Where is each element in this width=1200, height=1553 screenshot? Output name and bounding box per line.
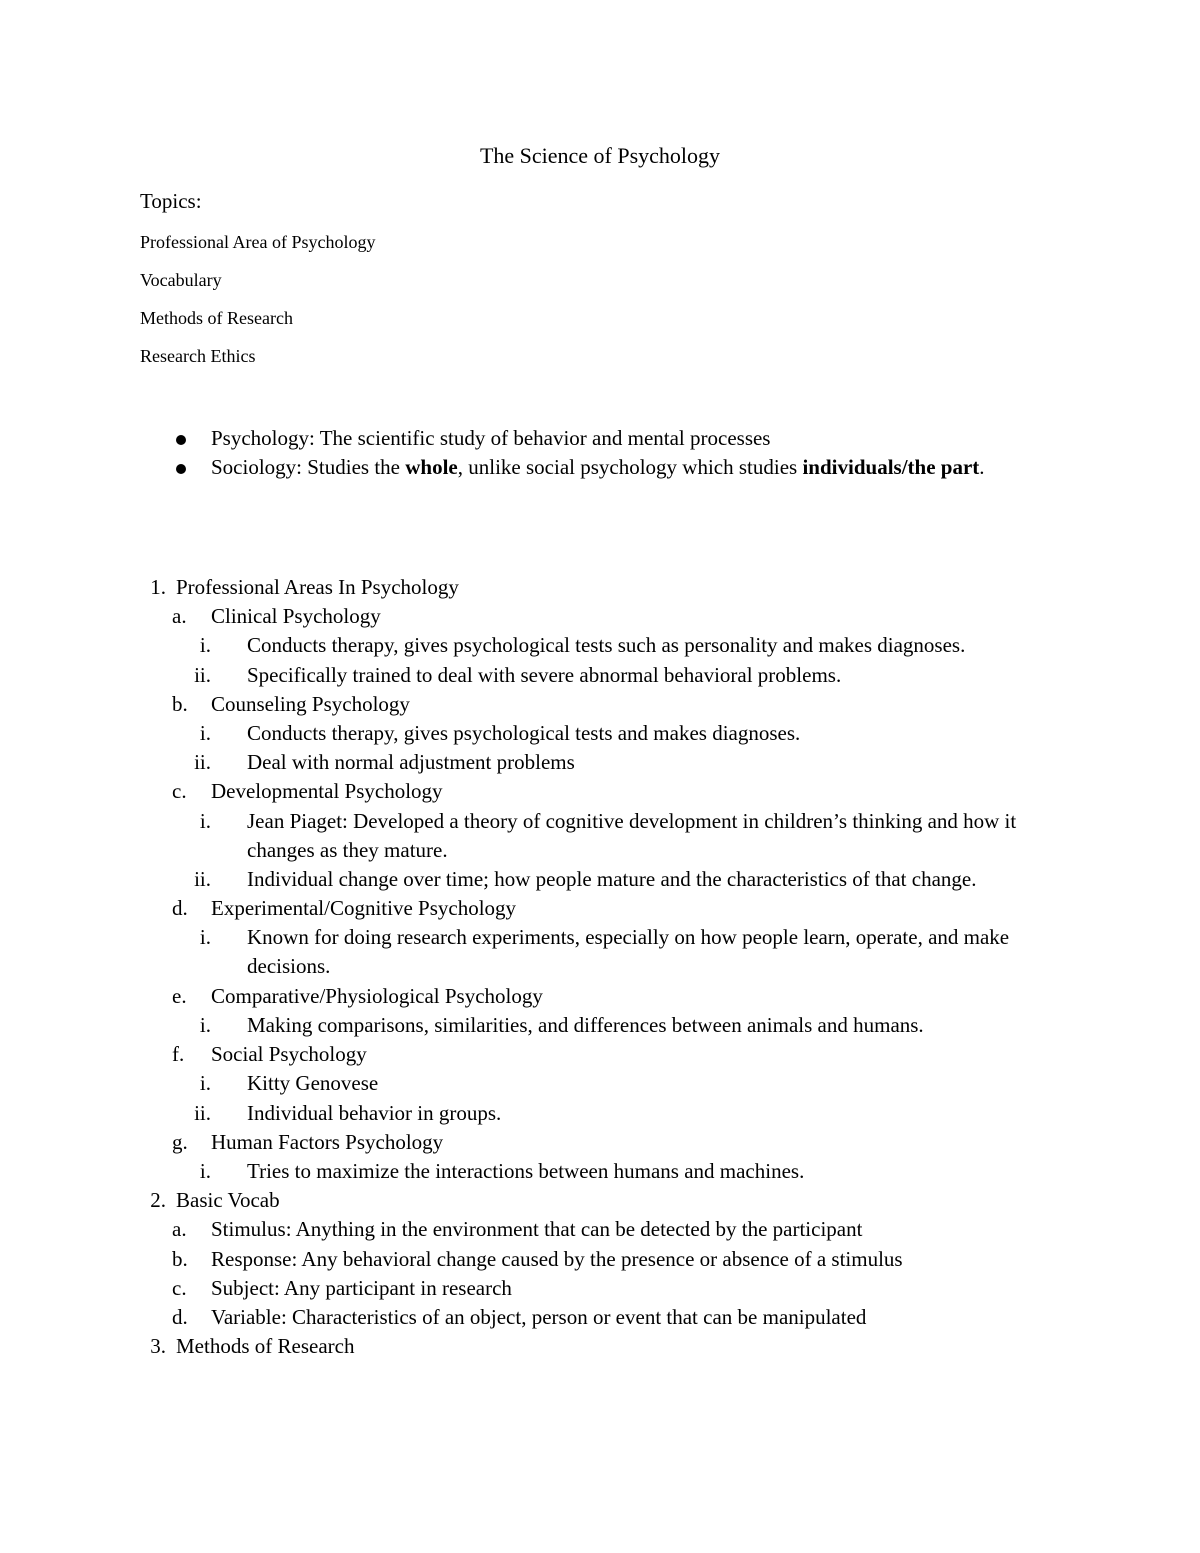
list-text: Professional Areas In Psychology <box>176 575 459 599</box>
list-marker: b. <box>172 691 188 716</box>
bullet-dot-icon <box>176 435 186 445</box>
list-marker: i. <box>199 633 211 658</box>
list-text: Response: Any behavioral change caused by the presence or absence of a stimulus <box>211 1246 903 1271</box>
bullet-dot-icon <box>176 464 186 474</box>
list-text: Subject: Any participant in research <box>211 1275 512 1300</box>
list-text: Jean Piaget: Developed a theory of cognitive development in children’s thinking and how it changes as they mature. <box>247 808 1017 862</box>
list-marker: a. <box>172 604 187 629</box>
list-text: Clinical Psychology <box>211 604 381 629</box>
list-marker: c. <box>172 779 187 804</box>
list-marker: ii. <box>194 662 211 687</box>
bullet-text: Psychology: The scientific study of behavior and mental processes <box>211 426 771 450</box>
list-text: Tries to maximize the interactions between humans and machines. <box>247 1159 805 1183</box>
list-marker: i. <box>199 1071 211 1096</box>
topic-item: Professional Area of Psychology <box>140 232 376 252</box>
list-marker: ii. <box>194 1100 211 1125</box>
list-text: Human Factors Psychology <box>211 1129 444 1154</box>
list-marker: f. <box>172 1042 185 1067</box>
topics-label: Topics: <box>140 189 202 213</box>
list-marker: 3. <box>150 1334 166 1359</box>
list-text: Known for doing research experiments, especially on how people learn, operate, and make decisions. <box>247 925 1010 979</box>
list-marker: i. <box>199 1159 211 1183</box>
list-text: Conducts therapy, gives psychological tests such as personality and makes diagnoses. <box>247 633 966 658</box>
bullet-bold-part: whole <box>405 455 458 479</box>
list-text: Deal with normal adjustment problems <box>247 750 575 775</box>
list-marker: b. <box>172 1246 188 1271</box>
page-title: The Science of Psychology <box>479 143 721 168</box>
list-marker: a. <box>172 1217 187 1242</box>
list-text: Variable: Characteristics of an object, person or event that can be manipulated <box>211 1305 867 1329</box>
bullet-bold-part: individuals/the part <box>802 455 980 479</box>
list-marker: ii. <box>194 750 211 775</box>
list-text: Kitty Genovese <box>247 1071 379 1096</box>
bullet-text-part: , unlike social psychology which studies <box>457 455 803 479</box>
list-text: Basic Vocab <box>176 1188 280 1213</box>
list-text: Conducts therapy, gives psychological tests and makes diagnoses. <box>247 721 801 745</box>
topic-item: Methods of Research <box>140 308 293 328</box>
list-marker: ii. <box>194 867 211 891</box>
bullet-text-part: Sociology: Studies the <box>211 455 406 479</box>
list-marker: e. <box>172 983 187 1008</box>
list-marker: c. <box>172 1275 187 1300</box>
topic-item: Research Ethics <box>140 346 256 366</box>
list-marker: d. <box>172 1305 188 1329</box>
list-text: Stimulus: Anything in the environment that can be detected by the participant <box>211 1217 863 1242</box>
list-text: Specifically trained to deal with severe abnormal behavioral problems. <box>247 662 842 687</box>
list-text: Comparative/Physiological Psychology <box>211 983 543 1008</box>
list-text: Individual behavior in groups. <box>247 1100 502 1125</box>
list-text: Developmental Psychology <box>211 779 443 804</box>
list-marker: 1. <box>150 575 166 599</box>
list-marker: i. <box>199 1013 211 1037</box>
list-text: Individual change over time; how people mature and the characteristics of that change. <box>247 867 977 891</box>
list-text: Social Psychology <box>211 1042 367 1067</box>
list-marker: 2. <box>150 1188 166 1213</box>
list-text: Experimental/Cognitive Psychology <box>211 896 517 921</box>
list-text: Making comparisons, similarities, and differences between animals and humans. <box>247 1013 924 1037</box>
list-text: Methods of Research <box>176 1334 355 1359</box>
list-marker: d. <box>172 896 188 921</box>
list-marker: i. <box>199 721 211 745</box>
bullet-text <box>211 453 1041 482</box>
list-marker: i. <box>199 808 211 833</box>
topic-item: Vocabulary <box>140 270 222 290</box>
list-marker: i. <box>199 925 211 950</box>
list-marker: g. <box>172 1129 188 1154</box>
list-text: Counseling Psychology <box>211 691 410 716</box>
bullet-text-part: . <box>979 455 985 479</box>
